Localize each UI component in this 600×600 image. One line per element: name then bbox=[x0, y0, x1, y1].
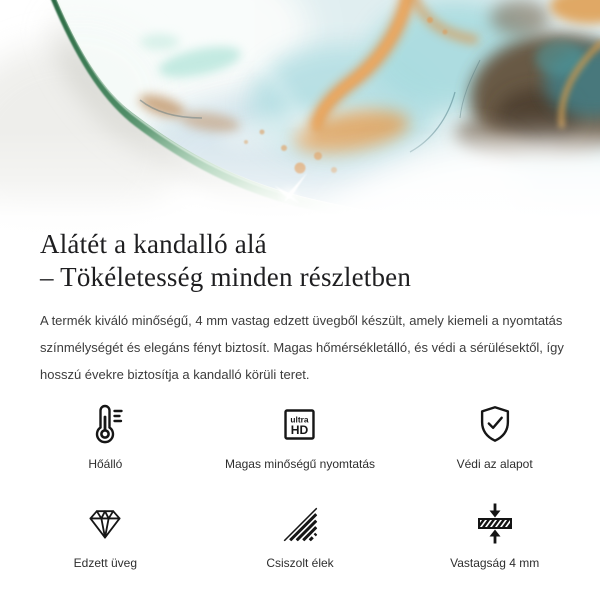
feature-label: Edzett üveg bbox=[73, 556, 138, 570]
diamond-icon bbox=[84, 500, 126, 546]
feature-polished-edges bbox=[203, 500, 398, 570]
feature-tempered-glass bbox=[8, 500, 203, 570]
feature-label: Hőálló bbox=[88, 457, 123, 471]
svg-text:ultra: ultra bbox=[290, 414, 310, 425]
thickness-icon bbox=[473, 500, 517, 546]
feature-label: Vastagság 4 mm bbox=[450, 556, 540, 570]
ultra-hd-icon bbox=[279, 401, 320, 447]
features-grid bbox=[8, 401, 592, 570]
feature-heat-resistant bbox=[8, 401, 203, 471]
thermometer-icon bbox=[83, 401, 127, 447]
feature-label: Csiszolt élek bbox=[266, 556, 334, 570]
svg-text:HD: HD bbox=[291, 422, 309, 437]
page-title-line1: Alátét a kandalló alá bbox=[40, 229, 267, 259]
page-title bbox=[40, 228, 411, 294]
feature-protects-base bbox=[397, 401, 592, 471]
page-title-line2: – Tökéletesség minden részletben bbox=[40, 262, 412, 292]
polished-edge-icon bbox=[279, 500, 320, 546]
feature-label: Védi az alapot bbox=[456, 457, 533, 471]
feature-thickness bbox=[397, 500, 592, 570]
feature-print-quality bbox=[203, 401, 398, 471]
shield-check-icon bbox=[474, 401, 516, 447]
glass-underlay-image bbox=[0, 0, 600, 240]
product-description: A termék kiváló minőségű, 4 mm vastag edzett üvegből készült, amely kiemeli a nyomtatás színmélységét és elegáns fényt biztosít. Magas hőmérsékletálló, és védi a sérülésektől, így hosszú évekre biztosítja a kandalló körüli teret. bbox=[40, 313, 564, 382]
product-photo bbox=[0, 0, 600, 240]
feature-label: Magas minőségű nyomtatás bbox=[224, 457, 376, 471]
